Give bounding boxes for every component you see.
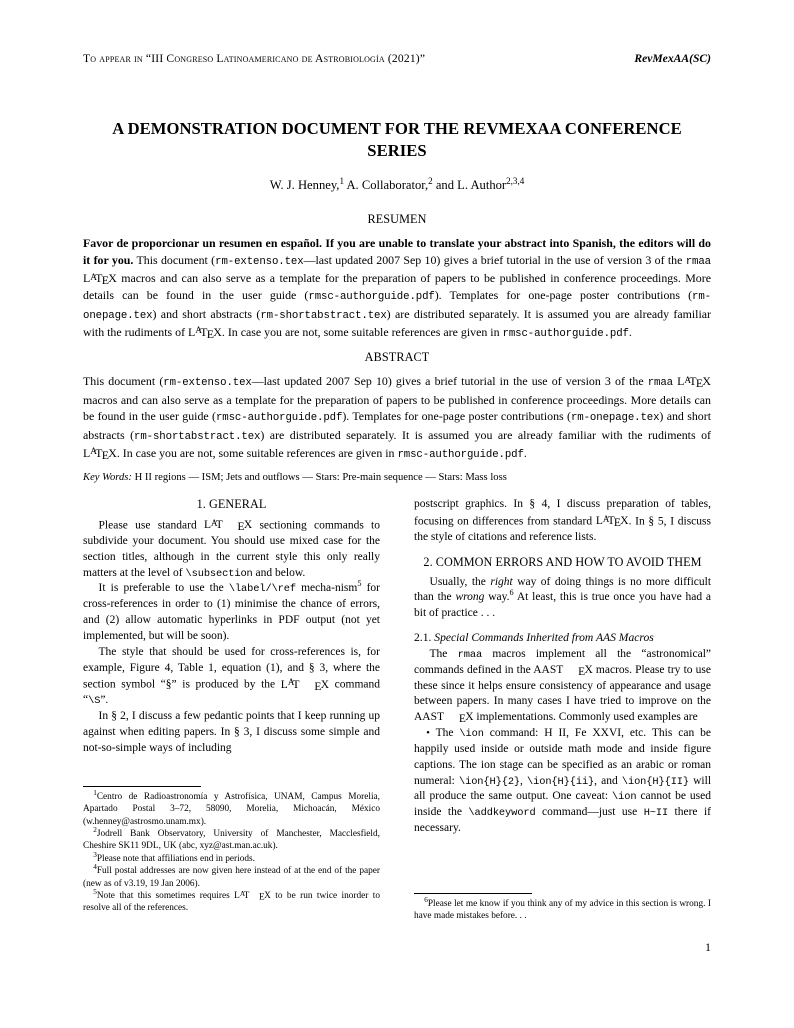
section-heading-errors: 2. COMMON ERRORS AND HOW TO AVOID THEM xyxy=(423,554,702,569)
page-number: 1 xyxy=(705,940,711,954)
page-title: A DEMONSTRATION DOCUMENT FOR THE REVMEXAA CONFERENCE SERIES xyxy=(112,119,682,160)
latex-logo: $L^AT$ EX xyxy=(203,517,253,534)
text-run: ”. xyxy=(100,694,109,707)
text-run: command: H II, Fe XXVI, etc. This can be happily used inside or outside math mode and inside figure captions. The ion stage can be specified as an arabic or roman numeral: xyxy=(414,727,711,787)
code-addkeyword: \addkeyword xyxy=(468,807,536,820)
keywords-line xyxy=(83,472,711,483)
code-subsection: \subsection xyxy=(185,567,253,580)
text-run: postscript graphics. In § 4, I discuss preparation of tables, focusing on differences from standard xyxy=(414,498,711,528)
column-left xyxy=(83,497,380,757)
list-item xyxy=(414,726,711,837)
resumen-heading: RESUMEN xyxy=(367,212,427,226)
author-3-affil-mark: 2,3,4 xyxy=(506,175,525,186)
abstract-text-2: —last updated 2007 Sep 10) gives a brief tutorial in the use of version 3 of the xyxy=(251,374,648,389)
resumen-section xyxy=(83,211,711,342)
text-run: implementations. Commonly used examples are xyxy=(473,711,698,724)
text-run: command “ xyxy=(83,678,381,707)
latex-logo: $L^ATEX$ xyxy=(595,513,629,530)
subsection-heading-2-1 xyxy=(414,630,711,646)
resumen-text-7: . In case you are not, some suitable references are given in xyxy=(221,324,503,339)
latex-logo: $L^ATEX$ xyxy=(188,324,222,341)
paragraph-errors-1 xyxy=(414,575,711,622)
text-run: It is preferable to use the xyxy=(98,582,229,595)
footnote-mark: 1 xyxy=(93,788,97,797)
paragraph-general-1 xyxy=(83,517,380,582)
keywords-label: Key Words: xyxy=(83,472,132,483)
running-head-right: RevMexAA(SC) xyxy=(634,52,711,65)
resumen-body xyxy=(83,235,711,342)
abstract-code-1: rm-extenso.tex xyxy=(163,377,252,390)
abstract-text-6: ) are distributed separately. It is assumed you are already familiar with the rudiments of xyxy=(260,427,711,442)
footnote-mark: 5 xyxy=(93,887,97,896)
footnotes-left xyxy=(83,786,380,915)
resumen-code-5: rm-shortabstract.tex xyxy=(260,309,387,322)
running-head-left: To appear in “III Congreso Latinoamericano de Astrobiología (2021)” xyxy=(83,52,426,65)
author-1-affil-mark: 1 xyxy=(339,175,344,186)
resumen-text-3: macros and can also serve as a template for the preparation of papers to be published in conference proceedings. More details can be found in the user guide ( xyxy=(83,271,711,303)
footnote-mark: 6 xyxy=(424,895,428,904)
text-run: mecha-nism xyxy=(296,582,358,595)
footnote-rule xyxy=(83,786,201,787)
aastex-logo: AAST EX xyxy=(414,711,474,726)
text-run: The style that should be used for cross-references is, for example, Figure 4, Table 1, equation (1), and § 3, where the section symbol “§” is produced by the xyxy=(83,645,380,691)
code-ion-2: \ion xyxy=(612,791,637,804)
paragraph-general-3 xyxy=(83,645,380,710)
text-run: The xyxy=(429,648,458,660)
text-run: sectioning commands to subdivide your document. You should use mixed case for the section titles, although in the current style this only really matters at the level of xyxy=(83,519,380,579)
footnote-3 xyxy=(83,850,380,865)
document-page xyxy=(83,0,711,1028)
bullet-icon: • xyxy=(426,727,430,740)
text-run: command—just use xyxy=(535,806,644,819)
section-heading-general: 1. GENERAL xyxy=(196,497,267,511)
text-run: , and xyxy=(594,774,622,787)
abstract-code-4: rm-onepage.tex xyxy=(570,412,660,425)
resumen-code-6: rmsc-authorguide.pdf xyxy=(502,327,629,340)
text-run: At least, this is true once you have had a bit of practice . . . xyxy=(414,591,711,620)
text-run: , xyxy=(520,774,528,787)
footnote-2 xyxy=(83,825,380,853)
code-h-tilde-ii: H~II xyxy=(643,807,669,820)
latex-logo: $L^ATEX$ xyxy=(83,445,117,462)
paragraph-general-4-cont xyxy=(414,497,711,546)
footnote-1 xyxy=(83,788,380,828)
resumen-text-5: ) and short abstracts ( xyxy=(152,306,261,321)
abstract-text-4: ). Templates for one-page poster contributions ( xyxy=(342,409,571,424)
footnote-text: Centro de Radioastronomía y Astrofísica, UNAM, Campus Morelia, Apartado Postal 3–72, 58090, Morelia, Michoacán, México (w.henney@astrosmo.unam.mx). xyxy=(83,792,380,827)
bullet-marker-wrap xyxy=(414,727,436,739)
text-run: for cross-references in order to (1) minimise the chance of errors, and (2) allow automatic hyperlinks in PDF output (not yet implemented, but will be soon). xyxy=(83,582,380,642)
footnote-text: Please let me know if you think any of my advice in this section is wrong. I have made mistakes before. . . xyxy=(414,899,711,922)
latex-logo: $L^AT$ EX xyxy=(280,677,330,693)
keywords-value: H II regions — ISM; Jets and outflows — Stars: Pre-main sequence — Stars: Mass loss xyxy=(131,472,507,483)
text-run: . In § 5, I discuss the style of citations and reference lists. xyxy=(414,515,711,543)
footnote-6 xyxy=(414,895,711,923)
resumen-text-4: ). Templates for one-page poster contributions ( xyxy=(434,288,693,303)
text-run: and below. xyxy=(252,566,306,579)
code-label-ref: \label/\ref xyxy=(228,583,296,596)
footnote-mark: 3 xyxy=(93,850,97,859)
abstract-heading: ABSTRACT xyxy=(364,350,430,364)
text-run: The xyxy=(435,727,460,740)
code-ion-h-2: \ion{H}{2} xyxy=(458,775,521,788)
text-run: way. xyxy=(484,591,510,604)
text-run: Please use standard xyxy=(98,519,204,532)
footnote-mark: 2 xyxy=(93,825,97,834)
resumen-code-3: rmsc-authorguide.pdf xyxy=(308,291,435,304)
abstract-code-3: rmsc-authorguide.pdf xyxy=(215,412,343,425)
latex-logo: $L^ATEX$ xyxy=(677,374,711,391)
resumen-text-2: —last updated 2007 Sep 10) gives a brief tutorial in the use of version 3 of the xyxy=(303,253,686,268)
abstract-text-3: macros and can also serve as a template for the preparation of papers to be published in conference proceedings. More details can be found in the user guide ( xyxy=(83,392,711,424)
code-section-symbol: \S xyxy=(88,695,101,708)
text-run: Usually, the xyxy=(429,575,491,588)
abstract-code-5: rm-shortabstract.tex xyxy=(134,430,261,443)
footnote-text: Full postal addresses are now given here instead of at the end of the paper (new as of v3.19, 19 Jan 2006). xyxy=(83,866,380,889)
subsection-number: 2.1. xyxy=(414,631,435,645)
paragraph-general-4: In § 2, I discuss a few pedantic points that I keep running up against when editing papers. In § 3, I discuss some simple and not-so-simple ways of including xyxy=(83,710,380,754)
resumen-text-1: This document ( xyxy=(133,253,216,268)
text-run: cannot be used inside the xyxy=(414,790,711,819)
text-run: macros. Please try to use these since it helps ensure consistency of appearance and usage between papers. In many cases I have tried to improve on the xyxy=(414,663,711,708)
footnote-mark-6: 6 xyxy=(509,588,514,598)
aastex-logo: AAST EX xyxy=(533,663,593,678)
author-2-affil-mark: 2 xyxy=(428,175,433,186)
abstract-section xyxy=(83,349,711,463)
code-rmaa: rmaa xyxy=(457,649,483,661)
footnote-4 xyxy=(83,865,380,890)
footnote-text: Note that this sometimes requires xyxy=(96,890,235,901)
resumen-code-4: rm-onepage.tex xyxy=(83,291,711,322)
resumen-lead: Favor de proporcionar un resumen en español. If you are unable to translate your abstract into Spanish, the editors will do it for you. xyxy=(83,236,711,268)
footnote-5 xyxy=(83,887,380,915)
abstract-text-1: This document ( xyxy=(83,374,164,389)
author-2-name: A. Collaborator, xyxy=(344,178,429,192)
resumen-code-2: rmaa xyxy=(685,256,711,269)
footnotes-right xyxy=(414,893,711,923)
footnote-mark-5: 5 xyxy=(357,579,362,589)
author-3-name: and L. Author xyxy=(432,178,507,192)
abstract-code-2: rmaa xyxy=(647,377,673,390)
author-1-name: W. J. Henney, xyxy=(269,178,340,192)
footnote-text: Please note that affiliations end in periods. xyxy=(96,853,255,864)
author-list xyxy=(83,175,711,193)
text-run: way of doing things is no more difficult than the xyxy=(414,575,712,604)
code-ion-1: \ion xyxy=(459,728,484,741)
subsection-title: Special Commands Inherited from AAS Macros xyxy=(434,631,654,645)
emphasis-wrong: wrong xyxy=(455,591,485,604)
resumen-text-8: . xyxy=(628,324,632,339)
abstract-code-6: rmsc-authorguide.pdf xyxy=(397,448,524,461)
code-ion-h-ii: \ion{H}{ii} xyxy=(527,775,595,788)
text-run: there if necessary. xyxy=(414,806,711,834)
paragraph-general-2 xyxy=(83,581,380,644)
text-run: macros implement all the “astronomical” commands defined in the xyxy=(414,648,711,676)
bullet-list xyxy=(414,726,711,837)
footnote-mark: 4 xyxy=(93,863,97,872)
running-head xyxy=(83,52,711,65)
footnote-rule xyxy=(414,893,532,894)
column-right xyxy=(414,497,711,837)
latex-logo: $L^ATEX$ xyxy=(83,271,117,288)
abstract-text-5: ) and short abstracts ( xyxy=(83,409,711,442)
code-ion-h-II: \ion{H}{II} xyxy=(621,775,690,788)
abstract-body xyxy=(83,373,711,463)
latex-logo: $L^AT$ EX xyxy=(234,890,271,903)
emphasis-right: right xyxy=(490,575,513,588)
text-run: will all produce the same output. One caveat: xyxy=(414,774,712,803)
footnote-text: Jodrell Bank Observatory, University of Manchester, Macclesfield, Cheshire SK11 9DL, UK (abc, xyz@ast.man.ac.uk). xyxy=(83,829,380,852)
abstract-text-7: . In case you are not, some suitable references are given in xyxy=(116,445,398,460)
paragraph-errors-2 xyxy=(414,647,711,726)
footnote-text: to be run twice inorder to resolve all of the references. xyxy=(83,890,380,914)
resumen-code-1: rm-extenso.tex xyxy=(215,256,304,269)
resumen-text-6: ) are distributed separately. It is assumed you are already familiar with the rudiments of xyxy=(83,306,711,339)
abstract-text-8: . xyxy=(523,445,527,460)
